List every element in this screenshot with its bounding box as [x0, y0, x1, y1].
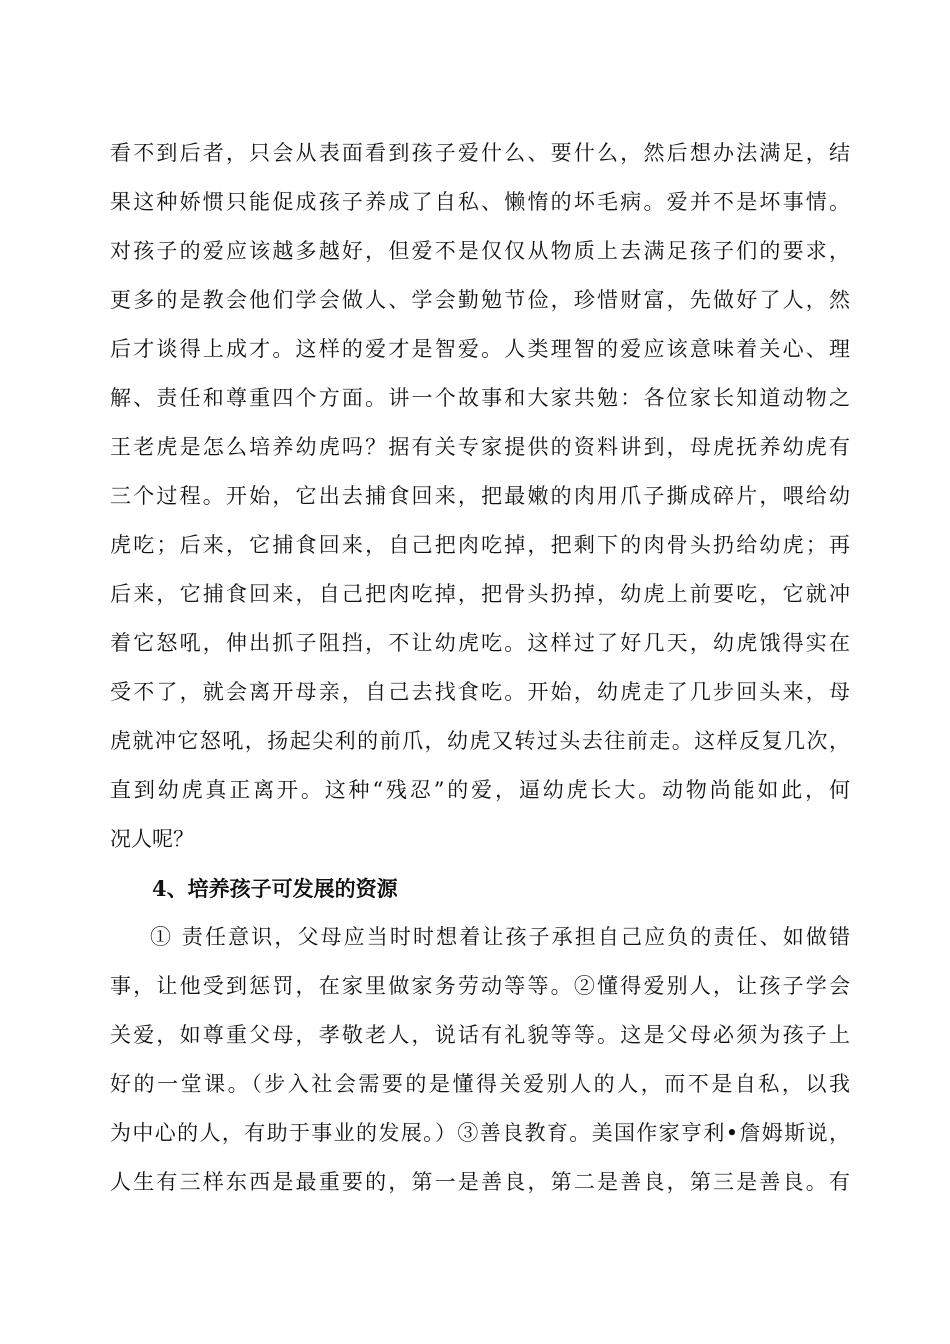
paragraph-line: 解、责任和尊重四个方面。讲一个故事和大家共勉：各位家长知道动物之 — [110, 386, 850, 410]
paragraph-line: 后来，它捕食回来，自己把肉吃掉，把骨头扔掉，幼虎上前要吃，它就冲 — [110, 582, 850, 606]
paragraph-line: 对孩子的爱应该越多越好，但爱不是仅仅从物质上去满足孩子们的要求， — [110, 239, 850, 263]
paragraph-line: ① 责任意识，父母应当时时想着让孩子承担自己应负的责任、如做错 — [150, 925, 850, 949]
paragraph-line: 着它怒吼，伸出抓子阻挡，不让幼虎吃。这样过了好几天，幼虎饿得实在 — [110, 631, 850, 655]
paragraph-line: 人生有三样东西是最重要的，第一是善良，第二是善良，第三是善良。有 — [110, 1170, 850, 1194]
paragraph-line: 关爱，如尊重父母，孝敬老人，说话有礼貌等等。这是父母必须为孩子上 — [110, 1023, 850, 1047]
paragraph-line: 好的一堂课。（步入社会需要的是懂得关爱别人的人，而不是自私，以我 — [110, 1072, 850, 1096]
paragraph-line: 果这种娇惯只能促成孩子养成了自私、懒惰的坏毛病。爱并不是坏事情。 — [110, 190, 850, 214]
paragraph-line: 更多的是教会他们学会做人、学会勤勉节俭，珍惜财富，先做好了人，然 — [110, 288, 850, 312]
paragraph-line: 虎吃；后来，它捕食回来，自己把肉吃掉，把剩下的肉骨头扔给幼虎；再 — [110, 533, 850, 557]
paragraph-line: 王老虎是怎么培养幼虎吗？据有关专家提供的资料讲到，母虎抚养幼虎有 — [110, 435, 850, 459]
paragraph-line: 看不到后者，只会从表面看到孩子爱什么、要什么，然后想办法满足，结 — [110, 141, 850, 165]
paragraph-line: 事，让他受到惩罚，在家里做家务劳动等等。②懂得爱别人，让孩子学会 — [110, 974, 850, 998]
paragraph-line: 虎就冲它怒吼，扬起尖利的前爪，幼虎又转过头去往前走。这样反复几次， — [110, 729, 850, 753]
paragraph-line: 三个过程。开始，它出去捕食回来，把最嫩的肉用爪子撕成碎片，喂给幼 — [110, 484, 850, 508]
paragraph-line: 况人呢？ — [110, 827, 194, 851]
paragraph-line: 直到幼虎真正离开。这种“残忍”的爱，逼幼虎长大。动物尚能如此，何 — [110, 778, 850, 802]
paragraph-line: 受不了，就会离开母亲，自己去找食吃。开始，幼虎走了几步回头来，母 — [110, 680, 850, 704]
section-heading: 4、培养孩子可发展的资源 — [152, 876, 398, 901]
body-text — [110, 129, 850, 1207]
paragraph-line: 后才谈得上成才。这样的爱才是智爱。人类理智的爱应该意味着关心、理 — [110, 337, 850, 361]
paragraph-line: 为中心的人，有助于事业的发展。）③善良教育。美国作家亨利•詹姆斯说， — [110, 1121, 850, 1145]
